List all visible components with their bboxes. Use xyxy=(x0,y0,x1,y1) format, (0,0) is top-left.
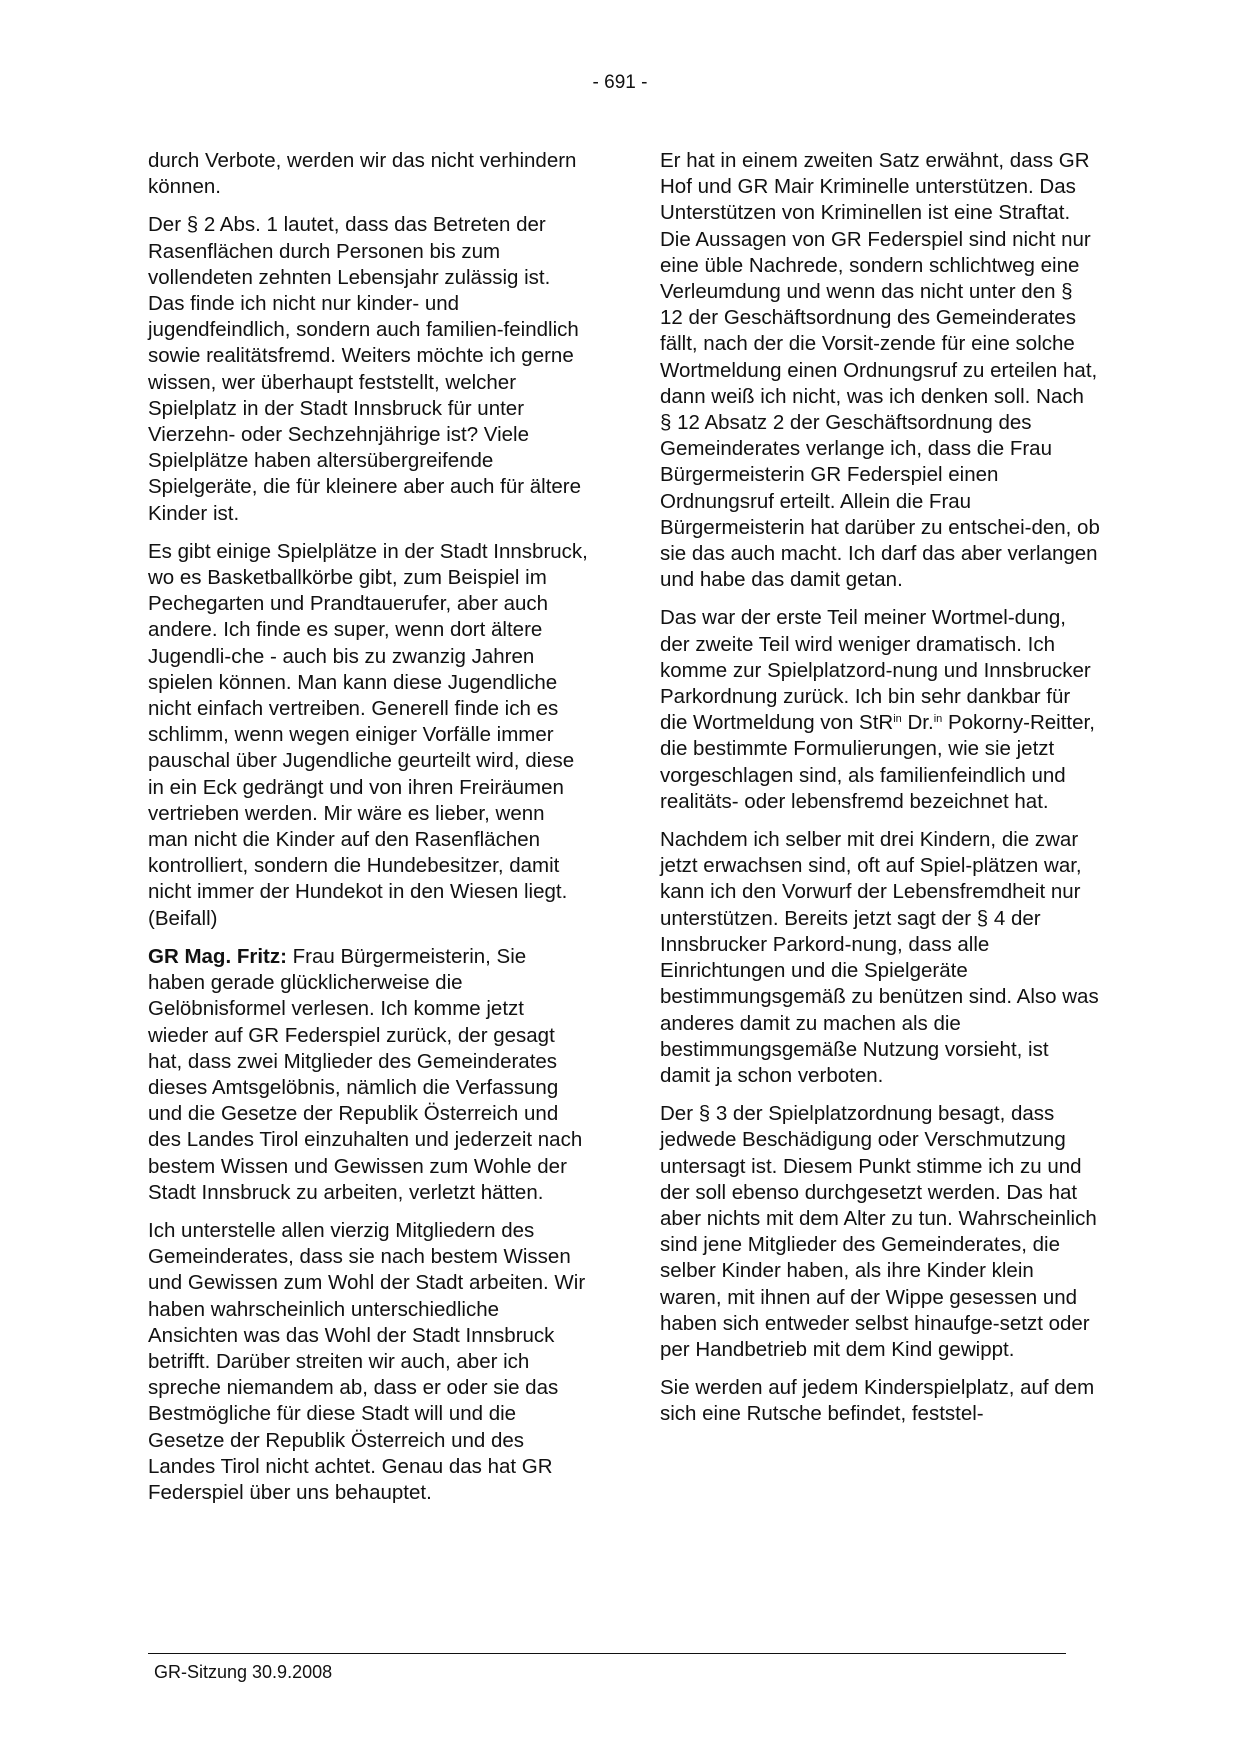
speech-text: Frau Bürgermeisterin, Sie haben gerade glücklicherweise die Gelöbnisformel verlesen. Ich komme jetzt wieder auf GR Federspiel zurück, der gesagt hat, dass zwei Mitglieder des Gemeinderates dieses Amtsgelöbnis, nämlich die Verfassung und die Gesetze der Republik Österreich und des Landes Tirol einzuhalten und jederzeit nach bestem Wissen und Gewissen zum Wohle der Stadt Innsbruck zu arbeiten, verletzt hätten. xyxy=(148,944,583,1204)
left-paragraph-3: Es gibt einige Spielplätze in der Stadt Innsbruck, wo es Basketballkörbe gibt, zum Beispiel im Pechegarten und Prandtauerufer, aber auch andere. Ich finde es super, wenn dort ältere Jugendli-che - auch bis zu zwanzig Jahren spielen können. Man kann diese Jugendliche nicht einfach vertreiben. Generell finde ich es schlimm, wenn wegen einiger Vorfälle immer pauschal über Jugendliche geurteilt wird, diese in ein Eck gedrängt und von ihren Freiräumen vertrieben werden. Mir wäre es lieber, wenn man nicht die Kinder auf den Rasenflächen kontrolliert, sondern die Hundebesitzer, damit nicht immer der Hundekot in den Wiesen liegt. (Beifall) xyxy=(148,539,588,930)
right-paragraph-4: Der § 3 der Spielplatzordnung besagt, dass jedwede Beschädigung oder Verschmutzung untersagt ist. Diesem Punkt stimme ich zu und der soll ebenso durchgesetzt werden. Das hat aber nichts mit dem Alter zu tun. Wahrscheinlich sind jene Mitglieder des Gemeinderates, die selber Kinder haben, als ihre Kinder klein waren, mit ihnen auf der Wippe gesessen und haben sich entweder selbst hinaufge-setzt oder per Handbetrieb mit dem Kind gewippt. xyxy=(660,1102,1097,1361)
text-segment: Dr. xyxy=(901,711,934,735)
right-paragraph-1: Er hat in einem zweiten Satz erwähnt, dass GR Hof und GR Mair Kriminelle unterstützen. Das Unterstützen von Kriminellen ist eine Straftat. Die Aussagen von GR Federspiel sind nicht nur eine üble Nachrede, sondern schlichtweg eine Verleumdung und wenn das nicht unter den § 12 der Geschäftsordnung des Gemeinderates fällt, nach der die Vorsit-zende für eine solche Wortmeldung einen Ordnungsruf zu erteilen hat, dann weiß ich nicht, was ich denken soll. Nach § 12 Absatz 2 der Geschäftsordnung des Gemeinderates verlange ich, dass die Frau Bürgermeisterin GR Federspiel einen Ordnungsruf erteilt. Allein die Frau Bürgermeisterin hat darüber zu entschei-den, ob sie das auch macht. Ich darf das aber verlangen und habe das damit getan. xyxy=(660,149,1100,592)
left-paragraph-5: Ich unterstelle allen vierzig Mitgliedern des Gemeinderates, dass sie nach bestem Wissen und Gewissen zum Wohl der Stadt arbeiten. Wir haben wahrscheinlich unterschiedliche Ansichten was das Wohl der Stadt Innsbruck betrifft. Darüber streiten wir auch, aber ich spreche niemandem ab, dass er oder sie das Bestmögliche für diese Stadt will und die Gesetze der Republik Österreich und des Landes Tirol nicht achtet. Genau das hat GR Federspiel über uns behauptet. xyxy=(148,1218,586,1504)
right-column xyxy=(660,148,1100,1440)
left-paragraph-2: Der § 2 Abs. 1 lautet, dass das Betreten der Rasenflächen durch Personen bis zum vollendeten zehnten Lebensjahr zulässig ist. Das finde ich nicht nur kinder- und jugendfeindlich, sondern auch familien-feindlich sowie realitätsfremd. Weiters möchte ich gerne wissen, wer überhaupt feststellt, welcher Spielplatz in der Stadt Innsbruck für unter Vierzehn- oder Sechzehnjährige ist? Viele Spielplätze haben altersübergreifende Spielgeräte, die für kleinere aber auch für ältere Kinder ist. xyxy=(148,213,582,525)
superscript: in xyxy=(933,713,943,726)
footer-divider xyxy=(148,1653,1066,1654)
left-paragraph-1: durch Verbote, werden wir das nicht verhindern können. xyxy=(148,149,577,199)
footer-text: GR-Sitzung 30.9.2008 xyxy=(154,1662,333,1682)
text-segment: Das war der erste Teil meiner Wortmel-dung, der zweite Teil wird weniger dramatisch. Ich komme zur Spielplatzord-nung und Innsbrucker Parkordnung zurück. Ich bin sehr dankbar für die Wortmeldung von StR xyxy=(660,606,1091,735)
page-number: - 691 - xyxy=(592,72,648,93)
right-paragraph-5: Sie werden auf jedem Kinderspielplatz, auf dem sich eine Rutsche befindet, feststel- xyxy=(660,1376,1095,1426)
right-paragraph-2 xyxy=(660,605,1100,815)
superscript: in xyxy=(893,713,902,726)
left-paragraph-4 xyxy=(148,944,588,1206)
speaker-name: GR Mag. Fritz: xyxy=(148,944,287,968)
right-paragraph-3: Nachdem ich selber mit drei Kindern, die zwar jetzt erwachsen sind, oft auf Spiel-plätzen war, kann ich den Vorwurf der Lebensfremdheit nur unterstützen. Bereits jetzt sagt der § 4 der Innsbrucker Parkord-nung, dass alle Einrichtungen und die Spielgeräte bestimmungsgemäß zu benützen sind. Also was anderes damit zu machen als die bestimmungsgemäße Nutzung vorsieht, ist damit ja schon verboten. xyxy=(660,828,1099,1087)
text-segment: Pokorny-Reitter, die bestimmte Formulierungen, wie sie jetzt vorgeschlagen sind, als familienfeindlich und realitäts- oder lebensfremd bezeichnet hat. xyxy=(660,711,1095,813)
left-column xyxy=(148,148,588,1518)
